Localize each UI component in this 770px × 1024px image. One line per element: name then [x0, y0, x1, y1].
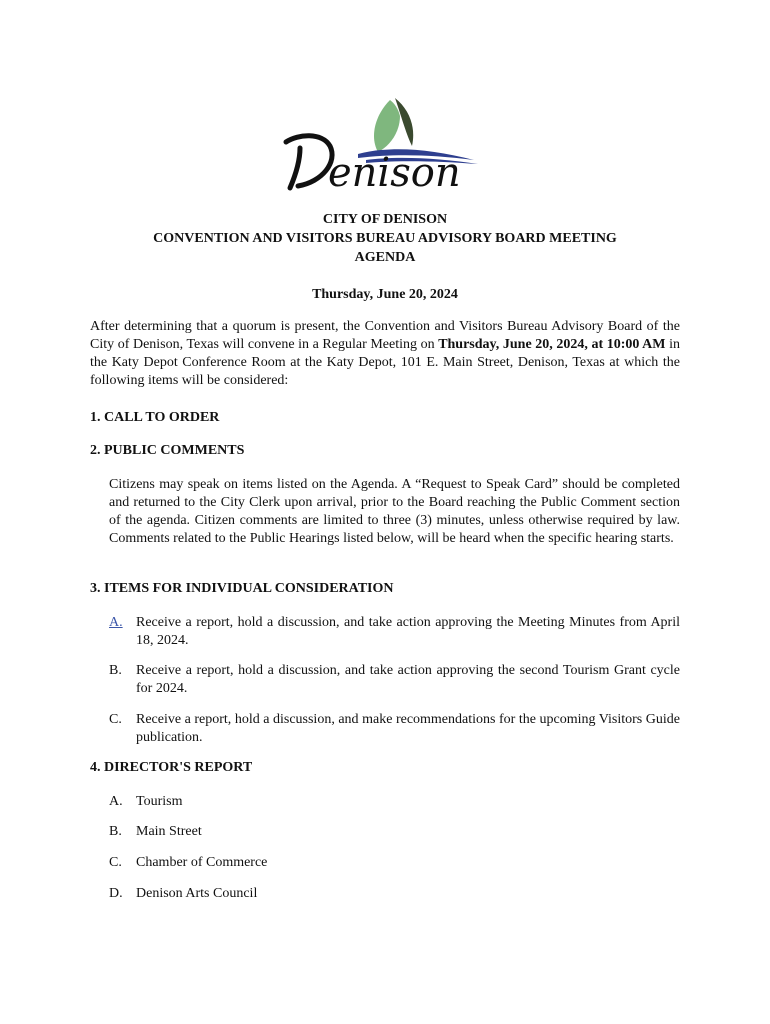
report-item-4d	[109, 885, 680, 903]
item-text: Denison Arts Council	[136, 886, 258, 901]
item-text: Tourism	[136, 794, 183, 809]
item-letter: B.	[109, 824, 122, 839]
denison-logo-mark	[278, 94, 494, 194]
header-agenda: AGENDA	[354, 250, 416, 265]
report-item-4b	[109, 823, 680, 841]
report-item-4a	[109, 793, 680, 811]
intro-part1: After determining that a quorum is present, the Convention and Visitors Bureau Advisory Board of the City of Denison, Texas will convene in a Regular Meeting on	[90, 319, 680, 352]
agenda-item-3c	[109, 711, 680, 747]
item-text: Main Street	[136, 824, 202, 839]
public-comments-text: Citizens may speak on items listed on the Agenda. A “Request to Speak Card” should be completed and returned to the City Clerk upon arrival, prior to the Board reaching the Public Comment section of the agenda. Citizen comments are limited to three (3) minutes, unless otherwise required by law. Comments related to the Public Hearings listed below, will be heard when the specific hearing starts.	[109, 477, 680, 546]
item-letter: D.	[109, 886, 123, 901]
section-individual-consideration: 3. ITEMS FOR INDIVIDUAL CONSIDERATION	[90, 581, 394, 596]
item-text: Receive a report, hold a discussion, and make recommendations for the upcoming Visitors Guide publication.	[136, 712, 680, 745]
intro-bold-datetime: Thursday, June 20, 2024, at 10:00 AM	[438, 337, 666, 352]
report-item-4c	[109, 854, 680, 872]
item-letter: A.	[109, 794, 123, 809]
denison-logo	[278, 94, 494, 194]
item-letter: C.	[109, 712, 122, 727]
section-public-comments: 2. PUBLIC COMMENTS	[90, 443, 245, 458]
header-board: CONVENTION AND VISITORS BUREAU ADVISORY BOARD MEETING	[153, 231, 617, 246]
svg-text:enison: enison	[328, 150, 461, 194]
meeting-date: Thursday, June 20, 2024	[312, 287, 458, 302]
item-text: Receive a report, hold a discussion, and take action approving the second Tourism Grant cycle for 2024.	[136, 663, 680, 696]
agenda-item-3b	[109, 662, 680, 698]
item-letter: B.	[109, 663, 122, 678]
green-sail-icon	[374, 100, 400, 152]
item-letter-link[interactable]: A.	[109, 615, 123, 630]
agenda-item-3a	[109, 614, 680, 650]
item-letter: C.	[109, 855, 122, 870]
intro-paragraph	[90, 318, 680, 390]
item-text: Chamber of Commerce	[136, 855, 268, 870]
intro-part2: in the Katy Depot Conference Room at the Katy Depot, 101 E. Main Street, Denison, Texas at which the following items will be considered:	[90, 337, 681, 388]
section-directors-report: 4. DIRECTOR'S REPORT	[90, 760, 253, 775]
header-city: CITY OF DENISON	[322, 212, 448, 227]
item-text: Receive a report, hold a discussion, and take action approving the Meeting Minutes from April 18, 2024.	[136, 615, 680, 648]
denison-wordmark	[286, 136, 332, 188]
section-call-to-order: 1. CALL TO ORDER	[90, 410, 220, 425]
